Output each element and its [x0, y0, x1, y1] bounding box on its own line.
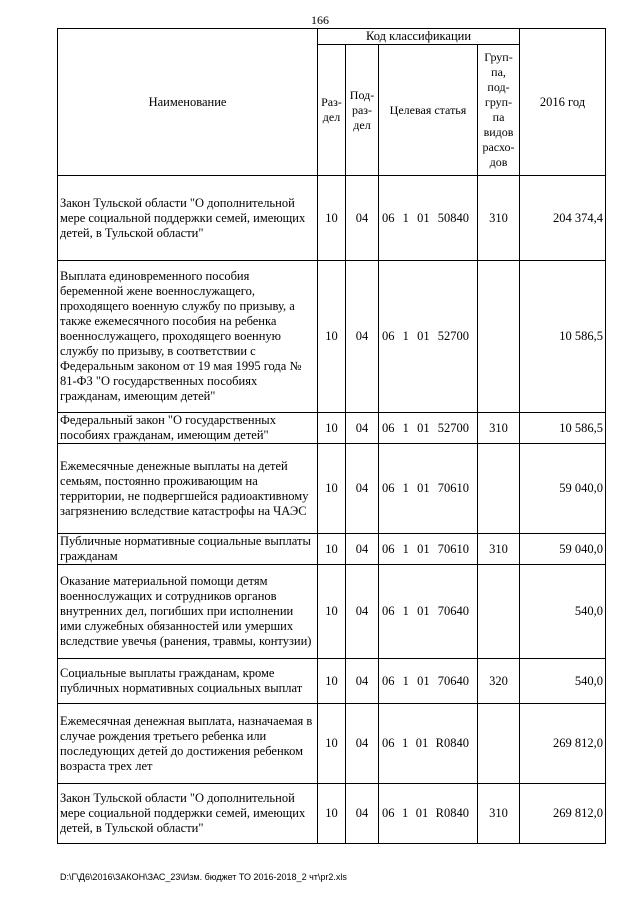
- target-part-t3: 01: [417, 210, 430, 225]
- table-row: [58, 565, 606, 659]
- row-podrazdel: 04: [346, 534, 379, 565]
- target-part-t2: 1: [402, 329, 409, 343]
- row-group: [478, 704, 520, 784]
- target-part-t1: 06: [382, 420, 395, 435]
- target-part-t1: 06: [382, 604, 395, 618]
- row-razdel: 10: [318, 261, 346, 413]
- row-group: [478, 261, 520, 413]
- target-part-t4: 52700: [437, 329, 469, 343]
- row-name: Социальные выплаты гражданам, кроме публичных нормативных социальных выплат: [58, 659, 318, 704]
- target-part-t1: 06: [382, 673, 395, 688]
- row-name: Ежемесячные денежные выплаты на детей семьям, постоянно проживающим на территории, не подвергшейся радиоактивному загрязнению вследствие катастрофы на ЧАЭС: [58, 444, 318, 534]
- table-row: [58, 444, 606, 534]
- target-part-t4: R0840: [435, 736, 469, 750]
- target-part-t2: 1: [402, 420, 409, 435]
- row-razdel: 10: [318, 413, 346, 444]
- row-podrazdel: 04: [346, 784, 379, 844]
- header-section: [318, 45, 346, 176]
- target-part-t1: 06: [382, 736, 395, 750]
- row-name: Закон Тульской области "О дополнительной мере социальной поддержки семей, имеющих детей, в Тульской области": [58, 176, 318, 261]
- table-row: [58, 784, 606, 844]
- row-amount: 269 812,0: [520, 784, 606, 844]
- row-group: [478, 565, 520, 659]
- row-target: [379, 704, 478, 784]
- row-group: 310: [478, 534, 520, 565]
- row-podrazdel: 04: [346, 444, 379, 534]
- header-subsection: [346, 45, 379, 176]
- row-target: [379, 534, 478, 565]
- page-number: 166: [311, 13, 329, 27]
- header-row-top: [58, 29, 606, 45]
- target-part-t4: 50840: [437, 210, 469, 225]
- header-code: Код классификации: [318, 29, 520, 45]
- table-row: [58, 659, 606, 704]
- row-amount: 59 040,0: [520, 534, 606, 565]
- row-name: Ежемесячная денежная выплата, назначаемая в случае рождения третьего ребенка или последующих детей до достижения ребенком возраста трех лет: [58, 704, 318, 784]
- row-amount: 10 586,5: [520, 261, 606, 413]
- target-part-t4: R0840: [435, 806, 469, 820]
- target-part-t3: 01: [417, 673, 430, 688]
- row-razdel: 10: [318, 565, 346, 659]
- row-name: Публичные нормативные социальные выплаты гражданам: [58, 534, 318, 565]
- header-target: Целевая статья: [379, 45, 478, 176]
- header-group: [478, 45, 520, 176]
- row-razdel: 10: [318, 659, 346, 704]
- target-part-t3: 01: [415, 806, 429, 820]
- budget-table: [57, 28, 606, 844]
- row-target: [379, 784, 478, 844]
- row-name: Закон Тульской области "О дополнительной мере социальной поддержки семей, имеющих детей, в Тульской области": [58, 784, 318, 844]
- target-part-t4: 70610: [437, 481, 469, 495]
- target-part-t3: 01: [415, 736, 429, 750]
- target-part-t3: 01: [417, 420, 430, 435]
- row-amount: 10 586,5: [520, 413, 606, 444]
- file-path-footer: D:\Г\Д6\2016\ЗАКОН\ЗАС_23\Изм. бюджет ТО 2016-2018_2 чт\pr2.xls: [60, 872, 347, 882]
- row-podrazdel: 04: [346, 176, 379, 261]
- row-amount: 540,0: [520, 659, 606, 704]
- table-row: [58, 261, 606, 413]
- row-podrazdel: 04: [346, 659, 379, 704]
- target-part-t1: 06: [382, 210, 395, 225]
- target-part-t1: 06: [382, 481, 395, 495]
- header-name: Наименование: [58, 29, 318, 176]
- table-row: [58, 413, 606, 444]
- row-target: [379, 565, 478, 659]
- target-part-t3: 01: [417, 329, 430, 343]
- row-group: 310: [478, 176, 520, 261]
- target-part-t2: 1: [402, 673, 409, 688]
- row-group: 310: [478, 784, 520, 844]
- table-body: [58, 176, 606, 844]
- row-name: Федеральный закон "О государственных пособиях гражданам, имеющим детей": [58, 413, 318, 444]
- target-part-t1: 06: [382, 806, 395, 820]
- row-target: [379, 176, 478, 261]
- target-part-t4: 70610: [437, 541, 469, 556]
- row-group: 320: [478, 659, 520, 704]
- target-part-t2: 1: [401, 736, 409, 750]
- target-part-t2: 1: [402, 541, 409, 556]
- row-amount: 269 812,0: [520, 704, 606, 784]
- target-part-t2: 1: [402, 481, 409, 495]
- target-part-t4: 70640: [437, 673, 469, 688]
- row-podrazdel: 04: [346, 565, 379, 659]
- table-row: [58, 704, 606, 784]
- target-part-t1: 06: [382, 329, 395, 343]
- target-part-t3: 01: [417, 604, 430, 618]
- target-part-t4: 52700: [437, 420, 469, 435]
- row-amount: 59 040,0: [520, 444, 606, 534]
- row-group: 310: [478, 413, 520, 444]
- row-podrazdel: 04: [346, 704, 379, 784]
- row-razdel: 10: [318, 534, 346, 565]
- target-part-t2: 1: [402, 604, 409, 618]
- row-podrazdel: 04: [346, 413, 379, 444]
- row-podrazdel: 04: [346, 261, 379, 413]
- row-target: [379, 413, 478, 444]
- target-part-t1: 06: [382, 541, 395, 556]
- table-row: [58, 176, 606, 261]
- header-section-text: Раз- дел: [321, 95, 342, 124]
- target-part-t2: 1: [401, 806, 409, 820]
- row-target: [379, 659, 478, 704]
- header-year: 2016 год: [520, 29, 606, 176]
- row-target: [379, 261, 478, 413]
- row-name: Оказание материальной помощи детям военнослужащих и сотрудников органов внутренних дел, погибших при исполнении ими служебных обязанностей или умерших вследствие увечья (ранения, травмы, контузии): [58, 565, 318, 659]
- row-razdel: 10: [318, 176, 346, 261]
- row-group: [478, 444, 520, 534]
- target-part-t3: 01: [417, 481, 430, 495]
- row-target: [379, 444, 478, 534]
- target-part-t4: 70640: [437, 604, 469, 618]
- row-amount: 540,0: [520, 565, 606, 659]
- header-subsection-text: Под- раз- дел: [349, 87, 375, 132]
- target-part-t2: 1: [402, 210, 409, 225]
- row-razdel: 10: [318, 784, 346, 844]
- row-name: Выплата единовременного пособия беременной жене военнослужащего, проходящего военную службу по призыву, а также ежемесячного пособия на ребенка военнослужащего, проходящего военную службу по призыву, в соответствии с Федеральным законом от 19 мая 1995 года № 81-ФЗ "О государственных пособиях гражданам, имеющим детей": [58, 261, 318, 413]
- target-part-t3: 01: [417, 541, 430, 556]
- row-razdel: 10: [318, 444, 346, 534]
- header-group-text: Груп- па, под- груп- па видов расхо- дов: [482, 50, 515, 169]
- row-amount: 204 374,4: [520, 176, 606, 261]
- row-razdel: 10: [318, 704, 346, 784]
- table-row: [58, 534, 606, 565]
